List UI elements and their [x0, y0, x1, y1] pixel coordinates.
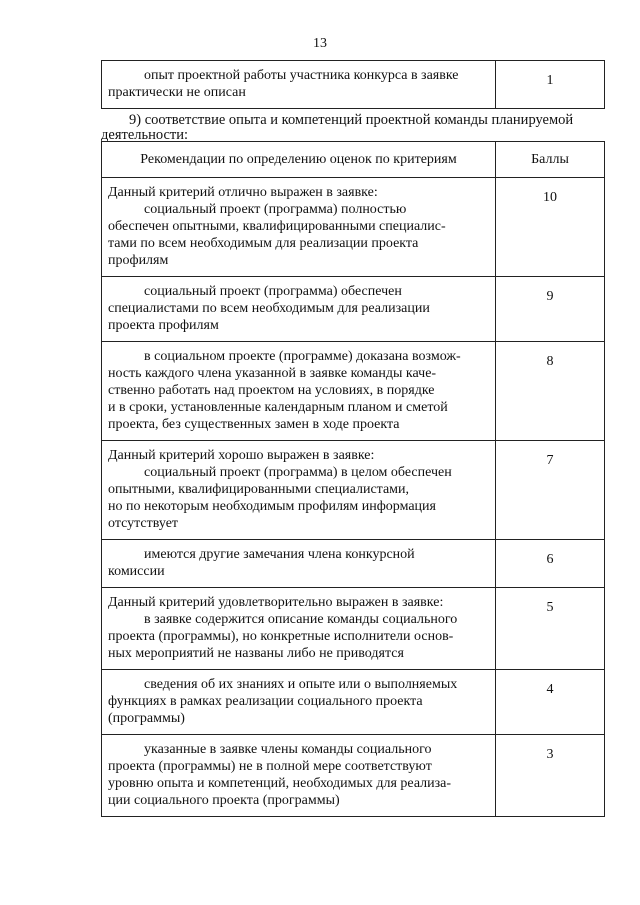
- criteria-text-cell: [102, 735, 496, 817]
- criteria-text-line: и в сроки, установленные календарным планом и сметой: [108, 400, 448, 415]
- score-cell: 7: [496, 441, 605, 540]
- criteria-text-line: указанные в заявке члены команды социального: [144, 742, 432, 757]
- criteria-text-line: уровню опыта и компетенций, необходимых для реализа-: [108, 776, 452, 791]
- score-cell: 9: [496, 277, 605, 342]
- criteria-table: [101, 141, 605, 817]
- table-row: [102, 178, 605, 277]
- criteria-text-line: проекта профилям: [108, 318, 219, 333]
- continued-criteria-table: [101, 60, 605, 109]
- table-header-row: [102, 142, 605, 178]
- criteria-text-line: ции социального проекта (программы): [108, 793, 340, 808]
- criteria-text-line: (программы): [108, 711, 185, 726]
- criteria-text-line: проекта (программы) не в полной мере соответствуют: [108, 759, 432, 774]
- criteria-text-line: Данный критерий хорошо выражен в заявке:: [108, 448, 375, 463]
- score-cell: 1: [496, 61, 605, 109]
- criteria-text-line: опыт проектной работы участника конкурса в заявке: [144, 68, 459, 83]
- criteria-text-line: профилям: [108, 253, 169, 268]
- criteria-text-line: сведения об их знаниях и опыте или о выполняемых: [144, 677, 458, 692]
- criteria-text-line: отсутствует: [108, 516, 179, 531]
- criteria-text-line: функциях в рамках реализации социального проекта: [108, 694, 423, 709]
- criteria-text-line: ность каждого члена указанной в заявке команды каче-: [108, 366, 437, 381]
- criteria-text-line: но по некоторым необходимым профилям информация: [108, 499, 436, 514]
- criteria-text-cell: [102, 441, 496, 540]
- table-row: [102, 441, 605, 540]
- score-column-header: Баллы: [496, 142, 605, 178]
- table-row: [102, 277, 605, 342]
- page-number: 13: [313, 36, 327, 51]
- score-cell: 5: [496, 588, 605, 670]
- criterion-heading-line: деятельности:: [101, 127, 189, 143]
- criteria-text-line: практически не описан: [108, 85, 246, 100]
- criteria-text-cell: [102, 540, 496, 588]
- criteria-text-cell: [102, 61, 496, 109]
- criteria-text-cell: [102, 670, 496, 735]
- criteria-text-line: в заявке содержится описание команды социального: [144, 612, 458, 627]
- table-row: [102, 588, 605, 670]
- criteria-text-line: специалистами по всем необходимым для реализации: [108, 301, 430, 316]
- criteria-text-line: опытными, квалифицированными специалистами,: [108, 482, 410, 497]
- criteria-text-line: социальный проект (программа) обеспечен: [144, 284, 402, 299]
- criteria-text-line: ных мероприятий не названы либо не приводятся: [108, 646, 404, 661]
- criteria-text-line: комиссии: [108, 564, 165, 579]
- criteria-text-cell: [102, 342, 496, 441]
- criteria-text-line: социальный проект (программа) полностью: [144, 202, 407, 217]
- criteria-text-line: социальный проект (программа) в целом обеспечен: [144, 465, 452, 480]
- table-row: [102, 735, 605, 817]
- score-cell: 8: [496, 342, 605, 441]
- criterion-heading-line: 9) соответствие опыта и компетенций проектной команды планируемой: [129, 112, 574, 128]
- criteria-text-cell: [102, 178, 496, 277]
- criteria-text-cell: [102, 277, 496, 342]
- recommendations-column-header: Рекомендации по определению оценок по критериям: [102, 142, 496, 178]
- criteria-text-line: Данный критерий удовлетворительно выражен в заявке:: [108, 595, 444, 610]
- criteria-text-line: проекта (программы), но конкретные исполнители основ-: [108, 629, 454, 644]
- criterion-heading: [101, 113, 607, 143]
- table-row: [102, 61, 605, 109]
- table-row: [102, 342, 605, 441]
- score-cell: 6: [496, 540, 605, 588]
- criteria-text-line: тами по всем необходимым для реализации проекта: [108, 236, 419, 251]
- criteria-text-line: Данный критерий отлично выражен в заявке:: [108, 185, 378, 200]
- criteria-text-line: проекта, без существенных замен в ходе проекта: [108, 417, 400, 432]
- table-row: [102, 540, 605, 588]
- criteria-text-line: в социальном проекте (программе) доказана возмож-: [144, 349, 461, 364]
- score-cell: 10: [496, 178, 605, 277]
- score-cell: 4: [496, 670, 605, 735]
- criteria-text-cell: [102, 588, 496, 670]
- criteria-text-line: имеются другие замечания члена конкурсной: [144, 547, 415, 562]
- table-row: [102, 670, 605, 735]
- criteria-text-line: ственно работать над проектом на условиях, в порядке: [108, 383, 435, 398]
- criteria-text-line: обеспечен опытными, квалифицированными специалис-: [108, 219, 446, 234]
- score-cell: 3: [496, 735, 605, 817]
